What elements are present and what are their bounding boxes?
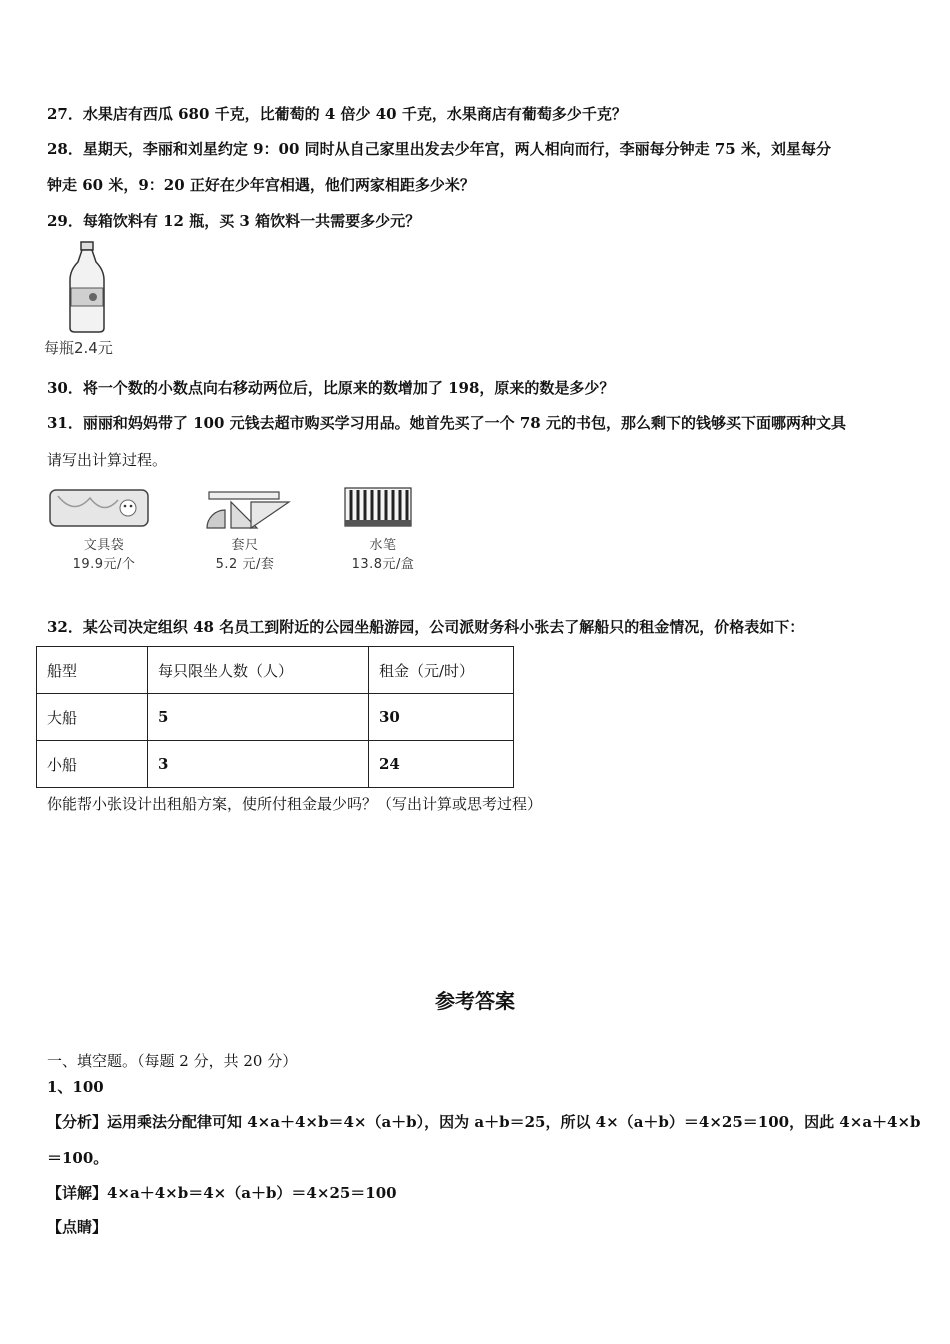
question-28-line1: 28．星期天，李丽和刘星约定 9：00 同时从自己家里出发去少年宫，两人相向而行，李丽每分钟走 75 米，刘星每分 [47, 140, 831, 158]
pens-price: 13.8元/盒 [351, 557, 415, 572]
pens-name: 水笔 [369, 538, 397, 553]
table-row [37, 694, 514, 741]
question-28-line2: 钟走 60 米，9：20 正好在少年宫相遇，他们两家相距多少米？ [47, 176, 475, 194]
ruler-set-price: 5.2 元/套 [215, 557, 275, 572]
ruler-set-icon [185, 486, 295, 530]
table-cell: 大船 [37, 694, 148, 741]
table-header: 船型 [37, 647, 148, 694]
question-32: 32．某公司决定组织 48 名员工到附近的公园坐船游园，公司派财务科小张去了解船只的租金情况，价格表如下： [47, 618, 805, 636]
table-cell: 30 [369, 694, 514, 741]
table-cell: 3 [148, 741, 369, 788]
answer-1-analysis-line1: 【分析】运用乘法分配律可知 4×a＋4×b＝4×（a＋b），因为 a＋b＝25，所以 4×（a＋b）＝4×25＝100，因此 4×a＋4×b [47, 1113, 921, 1131]
answer-1: 1、100 [47, 1078, 104, 1096]
pen-box-icon [323, 484, 433, 530]
table-row [37, 741, 514, 788]
table-cell: 5 [148, 694, 369, 741]
pencil-case-icon [44, 486, 154, 530]
bottle-icon [44, 240, 144, 335]
question-31-line2: 请写出计算过程。 [47, 451, 168, 469]
table-header: 租金（元/时） [369, 647, 514, 694]
question-32-followup: 你能帮小张设计出租船方案，使所付租金最少吗？（写出计算或思考过程） [47, 795, 543, 813]
question-30: 30．将一个数的小数点向右移动两位后，比原来的数增加了 198，原来的数是多少？ [47, 379, 615, 397]
bottle-price-label: 每瓶2.4元 [44, 339, 113, 357]
table-cell: 24 [369, 741, 514, 788]
answers-title: 参考答案 [435, 989, 515, 1013]
stationery-item-ruler-set [185, 486, 305, 572]
pencil-case-name: 文具袋 [83, 538, 125, 553]
ruler-set-name: 套尺 [231, 538, 259, 553]
answer-1-comment: 【点睛】 [47, 1218, 108, 1236]
answer-1-detail: 【详解】4×a＋4×b＝4×（a＋b）＝4×25＝100 [47, 1184, 397, 1202]
bottle-figure [44, 240, 144, 360]
pencil-case-price: 19.9元/个 [72, 557, 136, 572]
table-cell: 小船 [37, 741, 148, 788]
table-header-row [37, 647, 514, 694]
table-header: 每只限坐人数（人） [148, 647, 369, 694]
stationery-item-pens [323, 484, 443, 572]
stationery-item-pencil-case [44, 486, 164, 572]
question-27: 27．水果店有西瓜 680 千克，比葡萄的 4 倍少 40 千克，水果商店有葡萄多少千克？ [47, 105, 627, 123]
boat-rent-table [36, 646, 514, 788]
answer-1-analysis-line2: ＝100。 [47, 1149, 109, 1167]
question-29: 29．每箱饮料有 12 瓶，买 3 箱饮料一共需要多少元？ [47, 212, 421, 230]
answers-section-heading: 一、填空题。（每题 2 分，共 20 分） [47, 1052, 298, 1070]
question-31-line1: 31．丽丽和妈妈带了 100 元钱去超市购买学习用品。她首先买了一个 78 元的书包，那么剩下的钱够买下面哪两种文具 [47, 414, 846, 432]
